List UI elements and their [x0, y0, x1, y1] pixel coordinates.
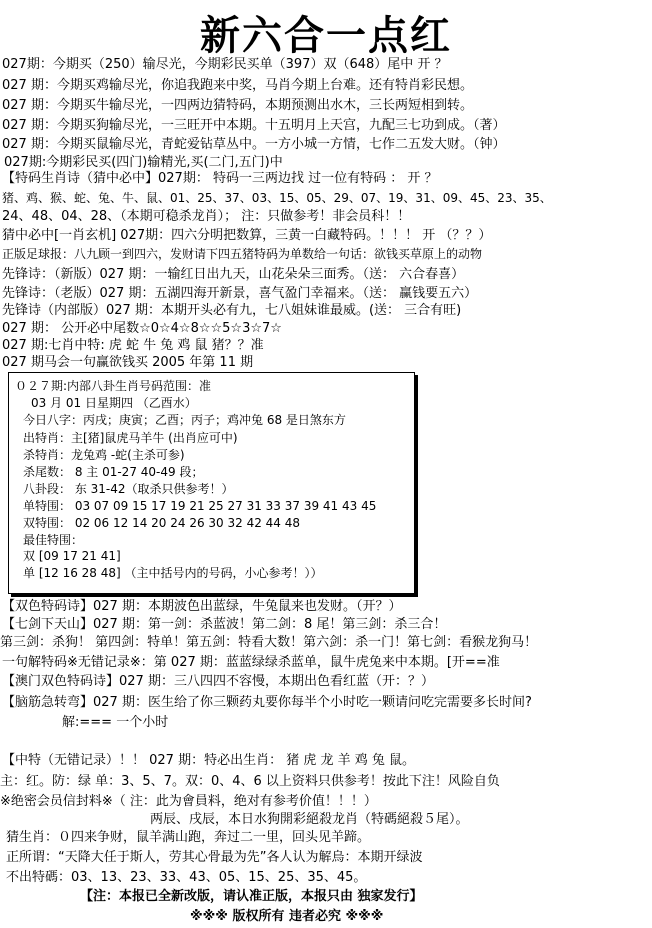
footer-notice: 【注：本报已全新改版，请认准正版，本报只由 独家发行】: [80, 889, 423, 904]
page-title: 新六合一点红: [200, 12, 452, 59]
text-line: 正版足球报：八九顾一到四六，发财请下四五猪特码为单数给一句话：欲钱买草原上的动物: [2, 247, 483, 261]
text-line: 正所谓：“天降大任于斯人，劳其心骨最为先”各人认为解烏：本期开绿波: [6, 850, 423, 865]
text-line: 第三剑：杀狗！ 第四剑：特单！第五剑：特看大数！第六剑：杀一门！第七剑：看猴龙狗马！: [0, 635, 538, 650]
text-line: 027 期：今期买牛输尽光，一四两边猜特码，本期预测出水木，三长两短相到转。: [2, 98, 473, 113]
text-line: 两辰、戌辰，本日水狗開彩絕殺龙肖（特碼絕殺５尾）。: [150, 812, 469, 827]
text-line: 【特码生肖诗（猜中必中】027期： 特码一三两边找 过一位有特码 ： 开 ？: [2, 171, 438, 186]
box-line: 杀尾数： 8 主 01-27 40-49 段；: [23, 465, 204, 479]
text-line: 不出特碼：03、13、23、33、43、05、15、25、35、45。: [6, 870, 367, 885]
text-line: 【澳门双色特码诗】027 期：三八四四不容慢，本期出色看红蓝（开：？）: [2, 674, 434, 689]
text-line: 027 期：今期买鸡输尽光，你追我跑来中奖，马肖今期上台难。还有特肖彩民想。: [2, 78, 473, 93]
text-line: 解:=== 一个小时: [62, 715, 169, 730]
text-line: 027期：今期买（250）输尽光，今期彩民买单（397）双（648）尾中 开 ？: [2, 57, 448, 72]
text-line: 先锋诗：（新版）027 期：一输红日出九天，山花朵朵三面秀。（送： 六合春喜）: [2, 267, 465, 282]
text-line: 027 期：今期买鼠输尽光，青蛇爱钻草丛中。一方小城一方情，七作二五发大财。（钟）: [2, 137, 506, 152]
box-line: 今日八字：丙戌；庚寅；乙酉；丙子；鸡冲兔 68 是日煞东方: [23, 413, 346, 427]
copyright-line: ※※※ 版权所有 违者必究 ※※※: [190, 909, 384, 924]
text-line: 【双色特码诗】027 期：本期波色出蓝绿，牛兔鼠来也发财。（开？）: [2, 599, 402, 614]
text-line: 027 期： 公开必中尾数☆0☆4☆8☆☆5☆3☆7☆: [2, 321, 282, 336]
text-line: 一句解特码※无错记录※：第 027 期：蓝蓝绿绿杀蓝单，鼠牛虎兔来中本期。[开==准: [2, 655, 500, 670]
text-line: 027 期马会一句赢欲钱买 2005 年第 11 期: [2, 355, 254, 370]
text-line: 24、48、04、28、（本期可稳杀龙肖）； 注：只做参考！非会员科！！: [2, 209, 411, 224]
text-line: 猜生肖：０四来争财，鼠羊满山跑，奔过二一里，回头见羊蹄。: [6, 830, 371, 845]
text-line: 【七剑下天山】027 期：第一剑：杀蓝波！第二剑：8 尾！第三剑：杀三合！: [2, 617, 447, 632]
box-line: 八卦段： 东 31-42（取杀只供参考！）: [23, 482, 234, 496]
text-line: 027 期:七肖中特: 虎 蛇 牛 兔 鸡 鼠 猪？？准: [2, 338, 264, 353]
text-line: 先锋诗（内部版）027 期：本期开头必有九，七八姐妹谁最威。(送： 三合有旺): [2, 303, 462, 318]
text-line: 猜中必中[一肖玄机] 027期：四六分明把数算，三黄一白藏特码。！！！ 开 （？？）: [2, 228, 492, 243]
text-line: 027期:今期彩民买(四门)输精光,买(二门,五门)中: [4, 155, 283, 170]
box-line: 双特围： 02 06 12 14 20 24 26 30 32 42 44 48: [23, 516, 301, 530]
text-line: 【脑筋急转弯】027 期：医生给了你三颗药丸要你每半个小时吃一颗请问吃完需要多长时间?: [2, 695, 532, 710]
bagua-range-box: [8, 372, 415, 594]
text-line: 猪、鸡、猴、蛇、兔、牛、鼠、01、25、37、03、15、05、29、07、19、31、09、45、23、35、: [2, 191, 552, 205]
box-line: 杀特肖：龙兔鸡 -蛇(主杀可参): [23, 448, 185, 462]
text-line: ※绝密会员信封料※（ 注：此为會員料，绝对有参考价值！！！）: [0, 794, 377, 809]
text-line: 【中特（无错记录）！！ 027 期：特必出生肖： 猪 虎 龙 羊 鸡 兔 鼠。: [2, 753, 416, 768]
box-line: ０２７期:内部八卦生肖号码范围：准: [15, 379, 212, 393]
box-line: 最佳特围：: [23, 533, 84, 547]
box-line: 单 [12 16 28 48] （主中括号内的号码，小心参考！））: [23, 566, 323, 580]
box-line: 双 [09 17 21 41]: [23, 549, 121, 563]
text-line: 先锋诗：（老版）027 期：五湖四海开新景，喜气盈门幸福来。（送： 赢钱要五六）: [2, 286, 478, 301]
text-line: 027 期：今期买狗输尽光，一三旺开中本期。十五明月上天宫，九配三七功到成。（著）: [2, 118, 506, 133]
text-line: 主：红。防：绿 单：3、5、7。双：0、4、6 以上资料只供参考！按此下注！风险自负: [0, 774, 500, 789]
box-line: 单特围： 03 07 09 15 17 19 21 25 27 31 33 37 39 41 43 45: [23, 499, 377, 513]
box-line: 出特肖：主[猪]鼠虎马羊牛 (出肖应可中): [23, 431, 238, 445]
box-line: 03 月 01 日星期四 （乙酉水）: [31, 396, 197, 410]
